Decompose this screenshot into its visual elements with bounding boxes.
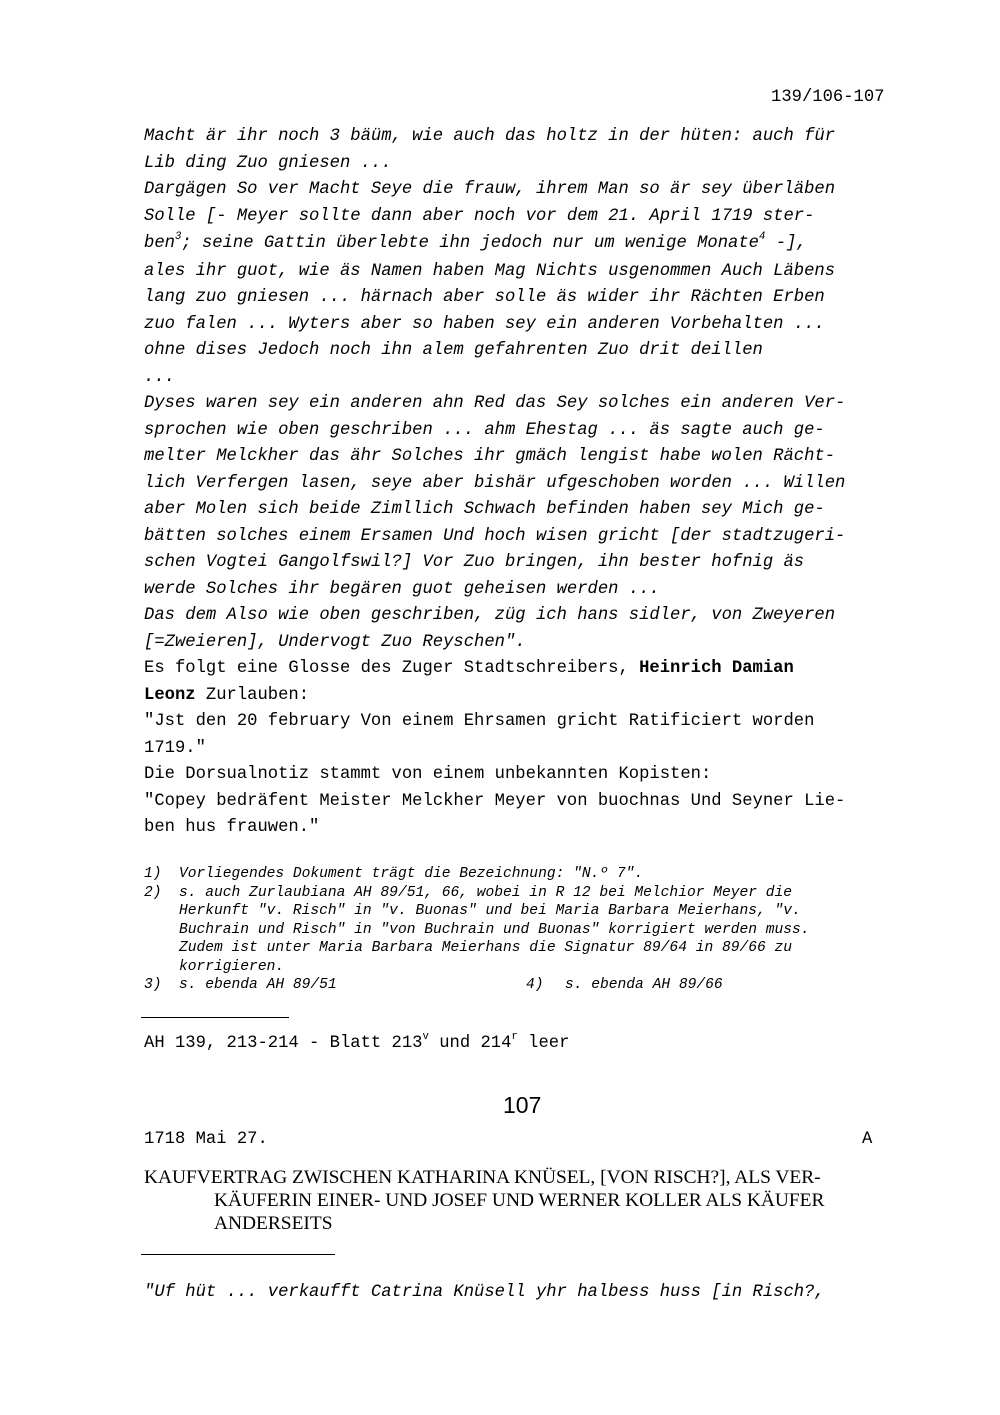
quote-line: Macht är ihr noch 3 bäüm, wie auch das holtz in der hüten: auch für: [144, 127, 836, 146]
quote-line: Dyses waren sey ein anderen ahn Red das Sey solches ein anderen Ver-: [144, 394, 846, 413]
entry-date: 1718 Mai 27.: [144, 1130, 268, 1149]
entry-quote-start: "Uf hüt ... verkaufft Catrina Knüsell yhr halbess huss [in Risch?,: [144, 1283, 825, 1302]
commentary-line: "Jst den 20 february Von einem Ehrsamen gricht Ratificiert worden: [144, 712, 815, 731]
quote-line: ...: [144, 367, 175, 387]
quote-text: ; seine Gattin überlebte ihn jedoch nur um wenige Monate: [181, 234, 759, 253]
commentary-line: "Copey bedräfent Meister Melckher Meyer von buochnas Und Seyner Lie-: [144, 791, 846, 811]
archive-text: leer: [517, 1034, 570, 1053]
footnote-ref: 4: [758, 230, 766, 243]
footnote-text: Buchrain und Risch" in "von Buchrain und Buonas" korrigiert werden muss.: [179, 921, 810, 938]
entry-number: 107: [503, 1092, 542, 1118]
quote-line: bätten solches einem Ersamen Und hoch wisen gricht [der stadtzugeri-: [144, 526, 846, 546]
footnote-number: 1): [144, 866, 162, 882]
recto-mark: r: [511, 1030, 518, 1043]
quote-line: schen Vogtei Gangolfswil?] Vor Zuo bringen, ihn bester hofnig äs: [144, 553, 805, 572]
footnote-text: Vorliegendes Dokument trägt die Bezeichnung: "N.º 7".: [179, 866, 644, 882]
archive-signature: [144, 1032, 569, 1056]
quote-line: ohne dises Jedoch noch ihn alem gefahrenten Zuo drit deillen: [144, 341, 763, 360]
glosse-line: [144, 656, 794, 683]
quote-line: Lib ding Zuo gniesen ...: [144, 153, 392, 173]
footnote-number: 4): [526, 977, 544, 993]
separator-rule: [141, 1254, 335, 1255]
quote-line: ales ihr guot, wie äs Namen haben Mag Nichts usgenommen Auch Läbens: [144, 261, 836, 281]
footnote-text: s. ebenda AH 89/66: [565, 977, 723, 993]
verso-mark: v: [422, 1030, 429, 1043]
footnote-text: Zudem ist unter Maria Barbara Meierhans die Signatur 89/64 in 89/66 zu: [179, 940, 793, 956]
footnote-text: s. auch Zurlaubiana AH 89/51, 66, wobei in R 12 bei Melchior Meyer die: [179, 884, 793, 901]
quote-line: [=Zweieren], Undervogt Zuo Reyschen".: [144, 632, 526, 652]
quote-line: Dargägen So ver Macht Seye die frauw, ihrem Man so är sey überläben: [144, 180, 836, 199]
quote-line: lich Verfergen lasen, seye aber bishär ufgeschoben worden ... Willen: [144, 473, 846, 493]
quote-text: -],: [765, 234, 807, 253]
commentary-line: 1719.": [144, 738, 206, 758]
commentary-line: ben hus frauwen.": [144, 818, 320, 837]
archive-text: und 214: [428, 1034, 512, 1053]
person-name: Heinrich Damian: [639, 659, 794, 678]
quote-line: zuo falen ... Wyters aber so haben sey ein anderen Vorbehalten ...: [144, 314, 825, 334]
glosse-line: [144, 683, 309, 710]
glosse-text: Es folgt eine Glosse des Zuger Stadtschreibers,: [144, 659, 640, 678]
entry-title-line: KAUFVERTRAG ZWISCHEN KATHARINA KNÜSEL, [VON RISCH?], ALS VER-: [144, 1167, 821, 1188]
footnote-ref: 3: [174, 230, 182, 243]
archive-text: AH 139, 213-214 - Blatt 213: [144, 1034, 423, 1053]
quote-line: Solle [- Meyer sollte dann aber noch vor dem 21. April 1719 ster-: [144, 206, 815, 226]
footnote-text: s. ebenda AH 89/51: [179, 977, 337, 993]
entry-type: A: [862, 1130, 873, 1149]
entry-title-line: ANDERSEITS: [214, 1213, 333, 1234]
footnote-text: Herkunft "v. Risch" in "v. Buonas" und bei Maria Barbara Meierhans, "v.: [179, 903, 801, 919]
page-reference: 139/106-107: [771, 88, 885, 107]
quote-line: sprochen wie oben geschriben ... ahm Ehestag ... äs sagte auch ge-: [144, 420, 825, 440]
quote-text: ben: [144, 234, 175, 253]
separator-rule: [141, 1017, 289, 1018]
footnote-number: 3): [144, 977, 162, 993]
person-name: Leonz: [144, 685, 196, 705]
quote-line: werde Solches ihr begären guot geheisen werden ...: [144, 579, 660, 599]
entry-title-line: KÄUFERIN EINER- UND JOSEF UND WERNER KOLLER ALS KÄUFER: [214, 1190, 825, 1211]
quote-line: Das dem Also wie oben geschriben, züg ich hans sidler, von Zweyeren: [144, 606, 836, 625]
quote-line: aber Molen sich beide Zimllich Schwach befinden haben sey Mich ge-: [144, 500, 825, 519]
footnote-number: 2): [144, 884, 162, 901]
glosse-text: Zurlauben:: [195, 685, 310, 705]
commentary-line: Die Dorsualnotiz stammt von einem unbekannten Kopisten:: [144, 765, 712, 784]
quote-line: [144, 231, 807, 258]
footnote-text: korrigieren.: [179, 958, 285, 975]
quote-line: melter Melckher das ähr Solches ihr gmäch lengist habe wolen Rächt-: [144, 447, 836, 466]
quote-line: lang zuo gniesen ... härnach aber solle äs wider ihr Rächten Erben: [144, 288, 825, 307]
